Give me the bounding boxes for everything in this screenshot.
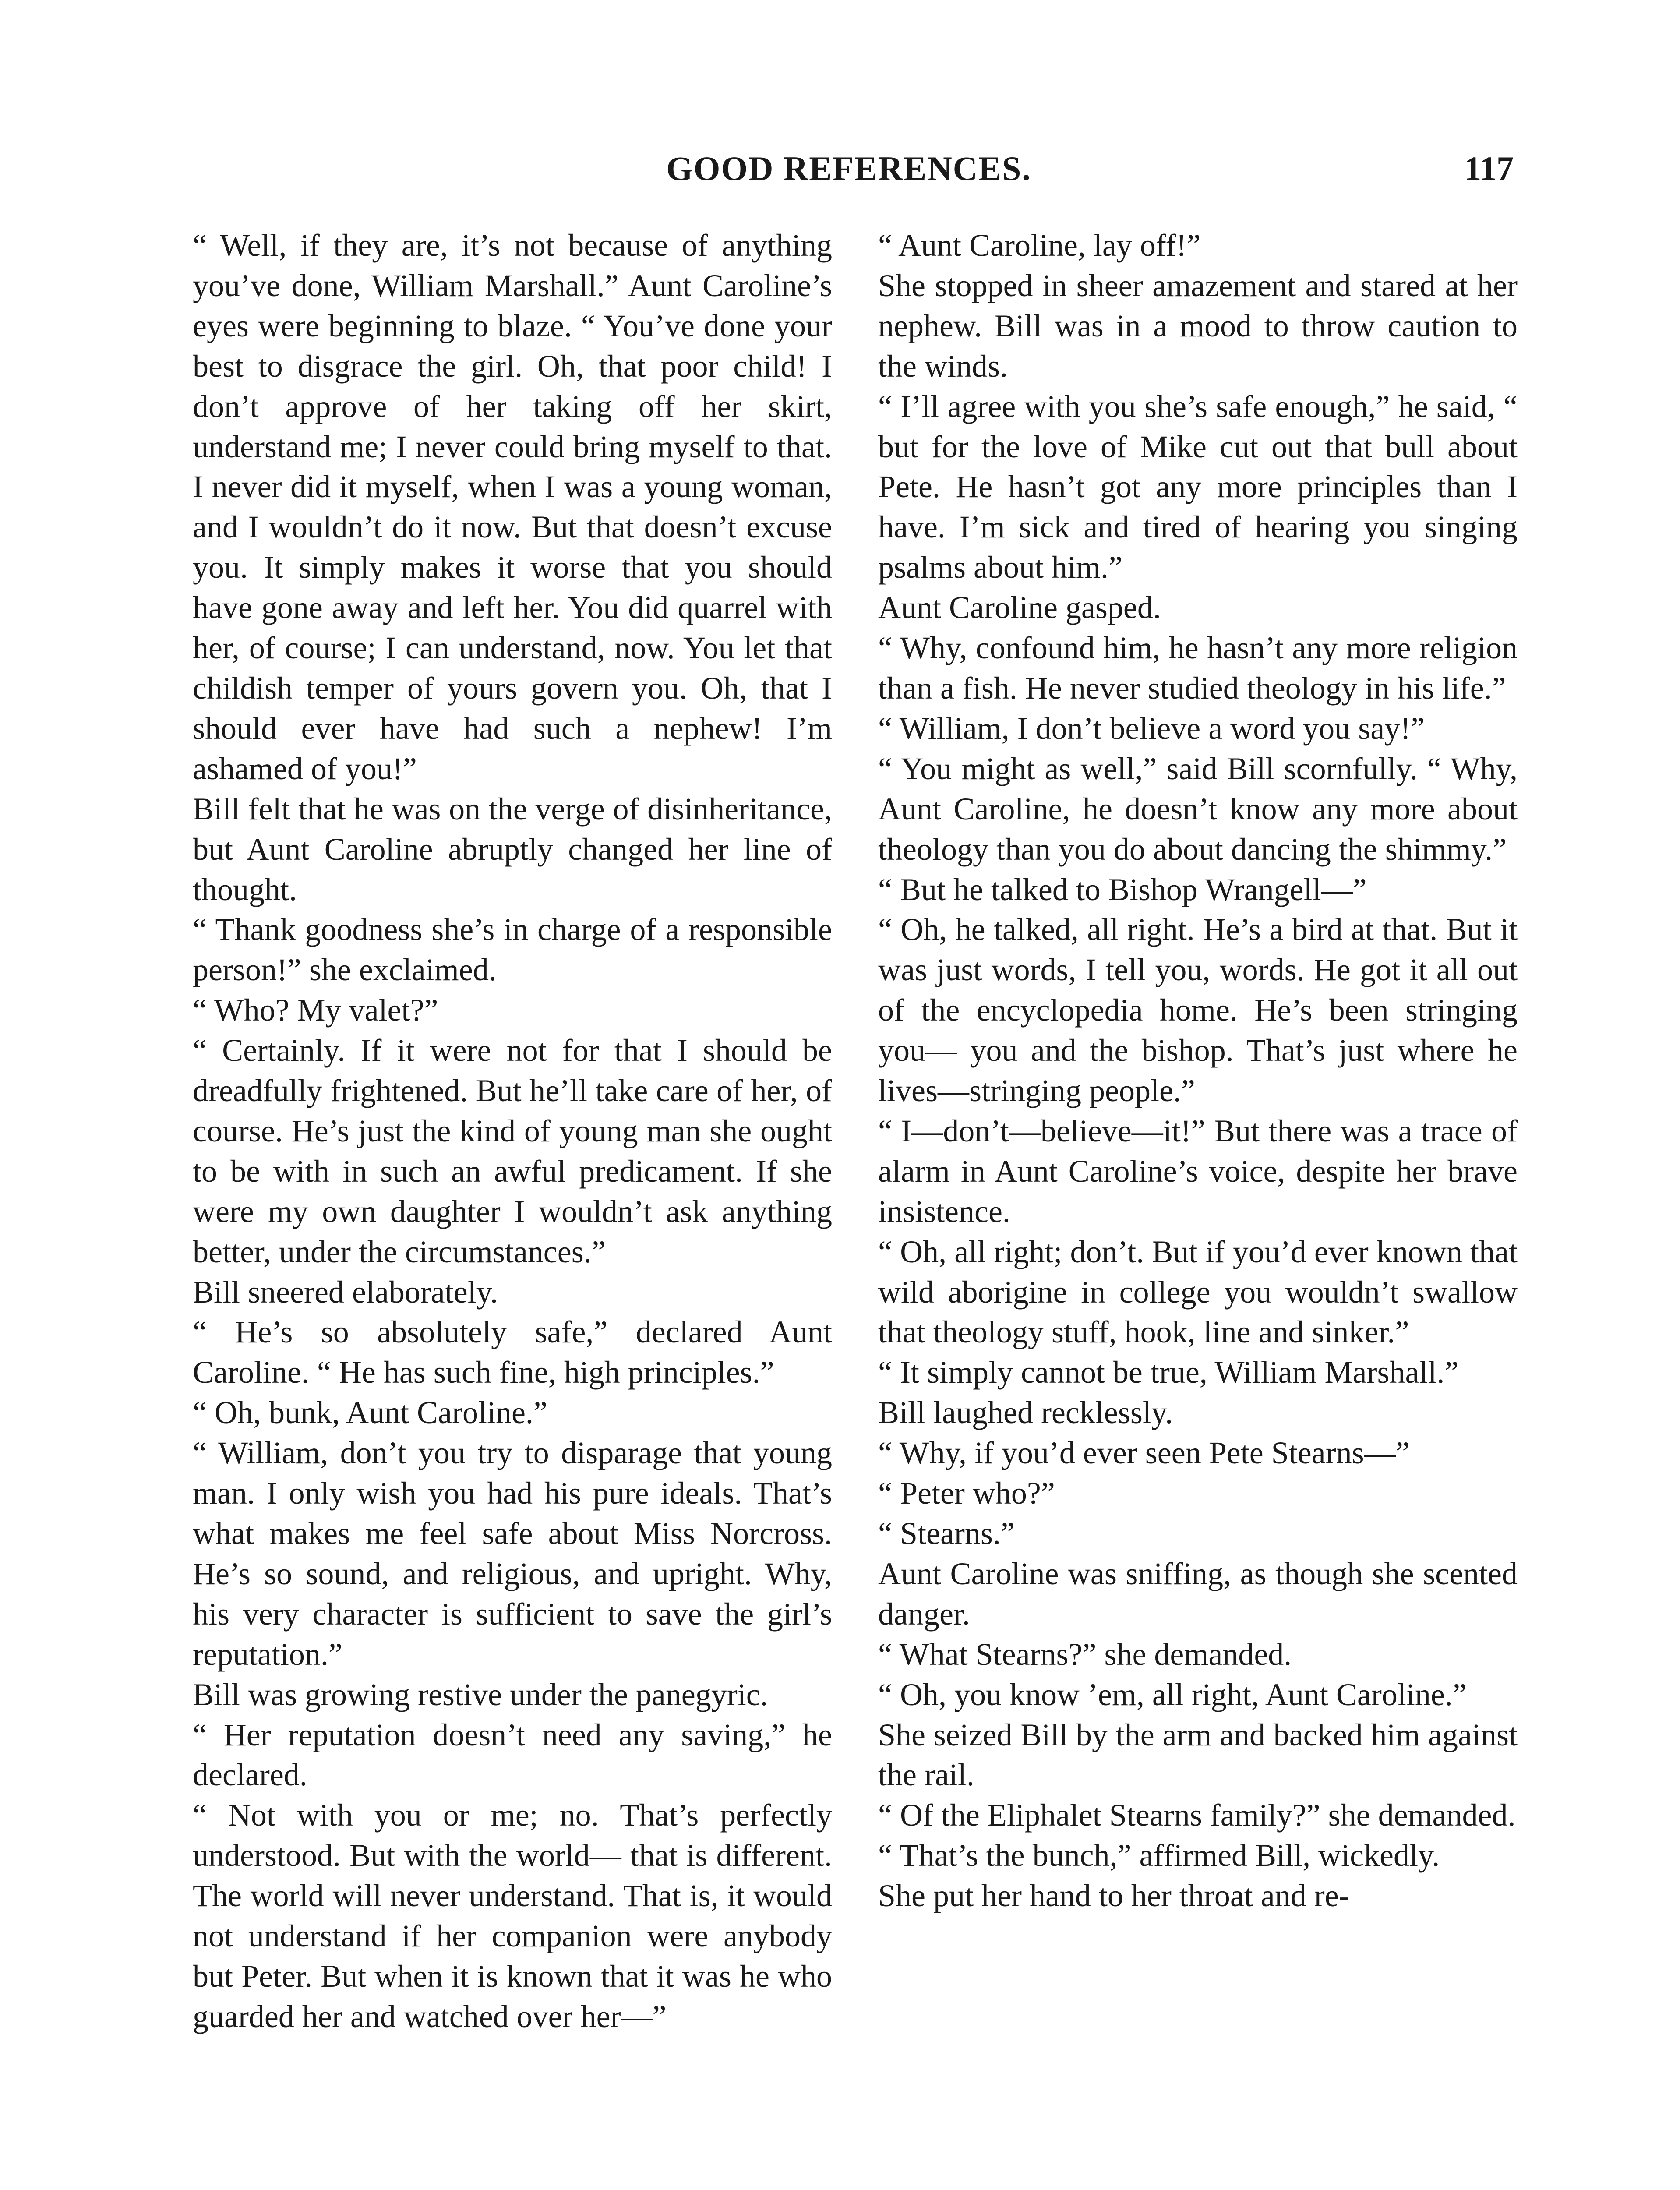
paragraph: Bill laughed recklessly. xyxy=(878,1395,1173,1431)
paragraph: “ Certainly. If it were not for that I should be dreadfully frightened. But he’ll take care of her, of course. He’s just the kind of young man she ought to be with in such an awful predicament. If she were my own daughter I wouldn’t ask anything better, under the circumstances.” xyxy=(193,1033,832,1269)
paragraph: Aunt Caroline gasped. xyxy=(878,590,1161,625)
paragraph: “ Peter who?” xyxy=(878,1476,1055,1511)
paragraph: “ Why, confound him, he hasn’t any more religion than a fish. He never studied theology in his life.” xyxy=(878,630,1518,706)
paragraph: Bill sneered elaborately. xyxy=(193,1274,498,1310)
paragraph: “ Why, if you’d ever seen Pete Stearns—” xyxy=(878,1435,1410,1471)
left-column xyxy=(193,226,832,2037)
paragraph: Bill was growing restive under the panegyric. xyxy=(193,1677,768,1712)
paragraph: “ Oh, bunk, Aunt Caroline.” xyxy=(193,1395,547,1431)
page-number: 117 xyxy=(1464,149,1514,187)
paragraph: “ Her reputation doesn’t need any saving,” he declared. xyxy=(193,1717,832,1793)
paragraph: “ Oh, you know ’em, all right, Aunt Caroline.” xyxy=(878,1677,1467,1712)
paragraph: Bill felt that he was on the verge of disinheritance, but Aunt Caroline abruptly changed her line of thought. xyxy=(193,791,832,907)
running-head: GOOD REFERENCES. xyxy=(666,149,1031,187)
paragraph: “ Who? My valet?” xyxy=(193,993,438,1028)
right-column xyxy=(878,226,1518,1916)
paragraph: “ I—don’t—believe—it!” But there was a trace of alarm in Aunt Caroline’s voice, despite her brave insistence. xyxy=(878,1113,1518,1229)
paragraph: “ Not with you or me; no. That’s perfectly understood. But with the world— that is different. The world will never understand. That is, it would not understand if her companion were anybody but Peter. But when it is known that it was he who guarded her and watched over her—” xyxy=(193,1798,832,2034)
paragraph: “ Aunt Caroline, lay off!” xyxy=(878,228,1201,263)
paragraph: Aunt Caroline was sniffing, as though she scented danger. xyxy=(878,1556,1518,1632)
paragraph: “ Well, if they are, it’s not because of anything you’ve done, William Marshall.” Aunt Caroline’s eyes were beginning to blaze. “ You’ve done your best to disgrace the girl. Oh, that poor child! I don’t approve of her taking off her skirt, understand me; I never could bring myself to that. I never did it myself, when I was a young woman, and I wouldn’t do it now. But that doesn’t excuse you. It simply makes it worse that you should have gone away and left her. You did quarrel with her, of course; I can understand, now. You let that childish temper of yours govern you. Oh, that I should ever have had such a nephew! I’m ashamed of you!” xyxy=(193,228,832,786)
paragraph: “ Oh, all right; don’t. But if you’d ever known that wild aborigine in college you wouldn’t swallow that theology stuff, hook, line and sinker.” xyxy=(878,1234,1518,1350)
paragraph: “ Of the Eliphalet Stearns family?” she demanded. xyxy=(878,1798,1516,1833)
paragraph: “ William, I don’t believe a word you say!” xyxy=(878,710,1425,746)
paragraph: “ I’ll agree with you she’s safe enough,” he said, “ but for the love of Mike cut out that bull about Pete. He hasn’t got any more principles than I have. I’m sick and tired of hearing you singing psalms about him.” xyxy=(878,389,1518,585)
paragraph: She stopped in sheer amazement and stared at her nephew. Bill was in a mood to throw caution to the winds. xyxy=(878,268,1518,384)
paragraph: “ It simply cannot be true, William Marshall.” xyxy=(878,1355,1459,1390)
paragraph: She seized Bill by the arm and backed him against the rail. xyxy=(878,1717,1518,1793)
paragraph: “ But he talked to Bishop Wrangell—” xyxy=(878,872,1367,907)
paragraph: “ What Stearns?” she demanded. xyxy=(878,1636,1292,1672)
paragraph: She put her hand to her throat and re- xyxy=(878,1878,1349,1914)
paragraph: “ You might as well,” said Bill scornfully. “ Why, Aunt Caroline, he doesn’t know any more about theology than you do about dancing the shimmy.” xyxy=(878,751,1518,867)
page-header xyxy=(184,149,1514,201)
paragraph: “ William, don’t you try to disparage that young man. I only wish you had his pure ideals. That’s what makes me feel safe about Miss Norcross. He’s so sound, and religious, and upright. Why, his very character is sufficient to save the girl’s reputation.” xyxy=(193,1435,832,1672)
paragraph: “ Oh, he talked, all right. He’s a bird at that. But it was just words, I tell you, words. He got it all out of the encyclopedia home. He’s been stringing you— you and the bishop. That’s just where he lives—stringing people.” xyxy=(878,912,1518,1109)
paragraph: “ That’s the bunch,” affirmed Bill, wickedly. xyxy=(878,1838,1440,1873)
paragraph: “ He’s so absolutely safe,” declared Aunt Caroline. “ He has such fine, high principles.” xyxy=(193,1314,832,1390)
paragraph: “ Thank goodness she’s in charge of a responsible person!” she exclaimed. xyxy=(193,912,832,988)
paragraph: “ Stearns.” xyxy=(878,1516,1015,1551)
